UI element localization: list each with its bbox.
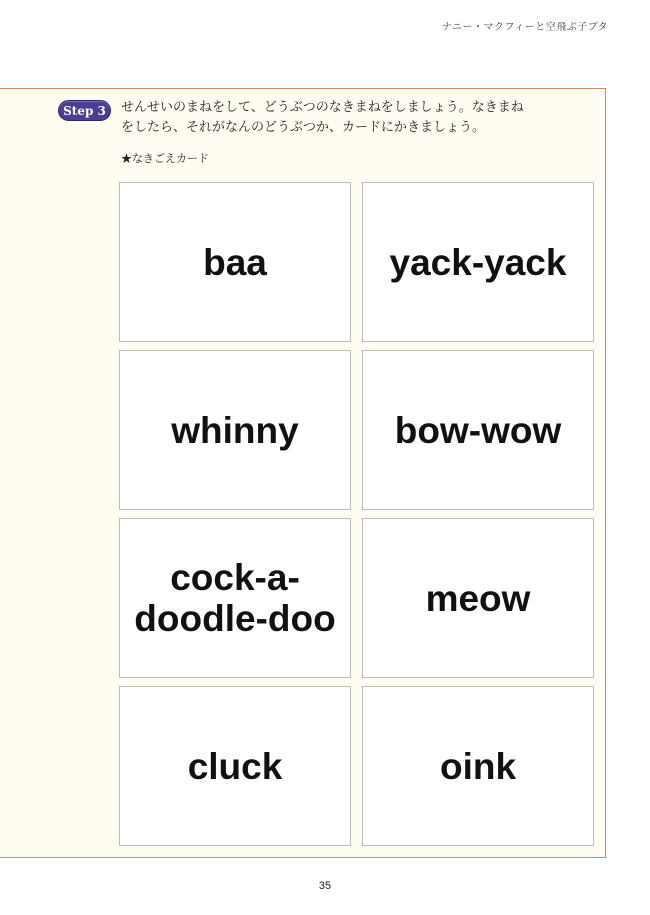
sound-word: meow <box>425 577 531 619</box>
sound-word: bow-wow <box>394 409 562 451</box>
sound-card <box>119 350 351 510</box>
sound-word: yack-yack <box>389 241 567 283</box>
sound-card <box>362 350 594 510</box>
step-instruction <box>121 98 597 138</box>
instruction-line: せんせいのまねをして、どうぶつのなきまねをしましょう。なきまね <box>121 100 524 115</box>
sound-word: whinny <box>171 409 299 451</box>
instruction-line: をしたら、それがなんのどうぶつか、カードにかきましょう。 <box>121 120 486 135</box>
page-number: 35 <box>318 880 332 892</box>
sound-card <box>119 686 351 846</box>
sound-word: oink <box>439 745 517 787</box>
sound-card <box>119 518 351 678</box>
animal-sound-cards <box>119 182 594 846</box>
sound-word: baa <box>203 241 267 283</box>
sound-card <box>119 182 351 342</box>
sound-word: cluck <box>187 745 283 787</box>
sound-word: cock-a-doodle-doo <box>134 557 336 639</box>
sound-card <box>362 182 594 342</box>
running-title: ナニー・マクフィーと空飛ぶ子ブタ <box>441 22 608 33</box>
sound-card <box>362 686 594 846</box>
step-badge: Step 3 <box>58 100 111 121</box>
sound-card <box>362 518 594 678</box>
cards-heading: ★なきごえカード <box>121 152 209 165</box>
